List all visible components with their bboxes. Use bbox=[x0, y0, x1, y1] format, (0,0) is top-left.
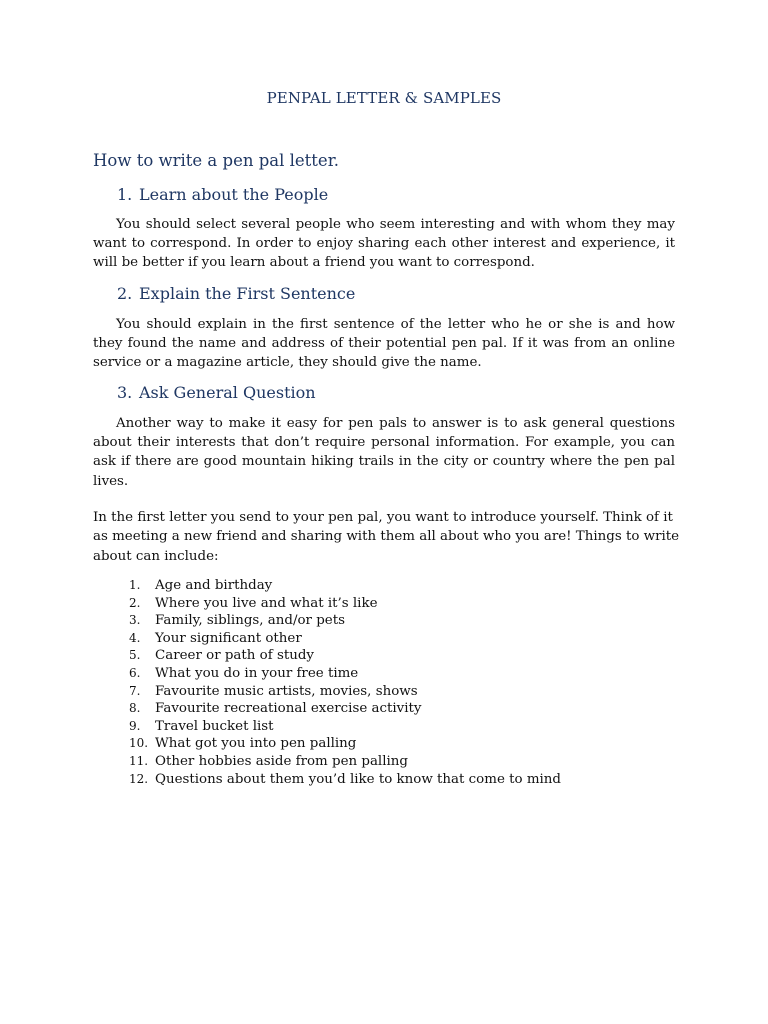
list-item bbox=[129, 630, 561, 648]
list-item-text: Favourite recreational exercise activity bbox=[155, 701, 422, 717]
subheading-explain-first-sentence bbox=[117, 284, 355, 303]
list-item-text: Career or path of study bbox=[155, 648, 314, 664]
list-item-text: Age and birthday bbox=[155, 578, 273, 593]
list-item-number: 7. bbox=[129, 683, 141, 698]
list-item-text: Where you live and what it’s like bbox=[155, 595, 378, 611]
list-item-text: Your significant other bbox=[155, 630, 302, 646]
list-item bbox=[129, 647, 561, 665]
list-item-text: Travel bucket list bbox=[155, 718, 274, 734]
list-item-number: 9. bbox=[129, 718, 141, 733]
list-item bbox=[129, 665, 561, 683]
list-item bbox=[129, 771, 561, 789]
subheading-number: 2. bbox=[117, 284, 133, 303]
list-item-number: 3. bbox=[129, 613, 141, 628]
paragraph-explain-first-sentence: You should explain in the first sentence of the letter who he or she is and how they found the name and address of their potential pen pal. If it was from an online service or a magazine article, they should give the name. bbox=[93, 317, 675, 371]
intro-paragraph: In the first letter you send to your pen pal, you want to introduce yourself. Think of it as meeting a new friend and sharing with them all about who you are! Things to write about can include: bbox=[93, 510, 680, 564]
paragraph-ask-general-question: Another way to make it easy for pen pals to answer is to ask general questions about their interests that don’t require personal information. For example, you can ask if there are good mountain hiking trails in the city or country where the pen pal lives. bbox=[93, 416, 675, 489]
list-item-text: Questions about them you’d like to know that come to mind bbox=[155, 771, 561, 787]
list-item-number: 8. bbox=[129, 701, 141, 716]
list-item bbox=[129, 753, 561, 771]
list-item-number: 1. bbox=[129, 578, 141, 592]
list-item bbox=[129, 735, 561, 753]
list-item bbox=[129, 612, 561, 630]
list-item-number: 4. bbox=[129, 630, 141, 645]
subheading-title: Ask General Question bbox=[139, 383, 316, 402]
section-heading: How to write a pen pal letter. bbox=[93, 151, 340, 170]
subheading-ask-general-question bbox=[117, 383, 316, 402]
subheading-title: Learn about the People bbox=[139, 185, 329, 204]
list-item-number: 6. bbox=[129, 665, 141, 680]
topics-list bbox=[129, 577, 561, 788]
list-item-number: 2. bbox=[129, 595, 141, 610]
list-item bbox=[129, 700, 561, 718]
subheading-number: 3. bbox=[117, 383, 133, 402]
list-item bbox=[129, 595, 561, 613]
list-item-text: Family, siblings, and/or pets bbox=[155, 613, 345, 629]
list-item bbox=[129, 577, 561, 595]
paragraph-learn-about-people: You should select several people who seem interesting and with whom they may want to correspond. In order to enjoy sharing each other interest and experience, it will be better if you learn about a friend you want to correspond. bbox=[93, 217, 675, 271]
list-item-number: 11. bbox=[129, 753, 149, 768]
list-item-text: What you do in your free time bbox=[155, 665, 359, 681]
list-item-number: 12. bbox=[129, 771, 149, 786]
list-item-number: 5. bbox=[129, 648, 141, 663]
subheading-learn-about-people bbox=[117, 185, 328, 204]
document-title: PENPAL LETTER & SAMPLES bbox=[266, 89, 502, 107]
list-item bbox=[129, 683, 561, 701]
subheading-number: 1. bbox=[117, 185, 133, 204]
list-item-text: Favourite music artists, movies, shows bbox=[155, 683, 418, 699]
list-item-text: What got you into pen palling bbox=[155, 736, 357, 752]
list-item bbox=[129, 718, 561, 736]
list-item-text: Other hobbies aside from pen palling bbox=[155, 753, 408, 769]
subheading-title: Explain the First Sentence bbox=[139, 284, 356, 303]
list-item-number: 10. bbox=[129, 736, 149, 751]
